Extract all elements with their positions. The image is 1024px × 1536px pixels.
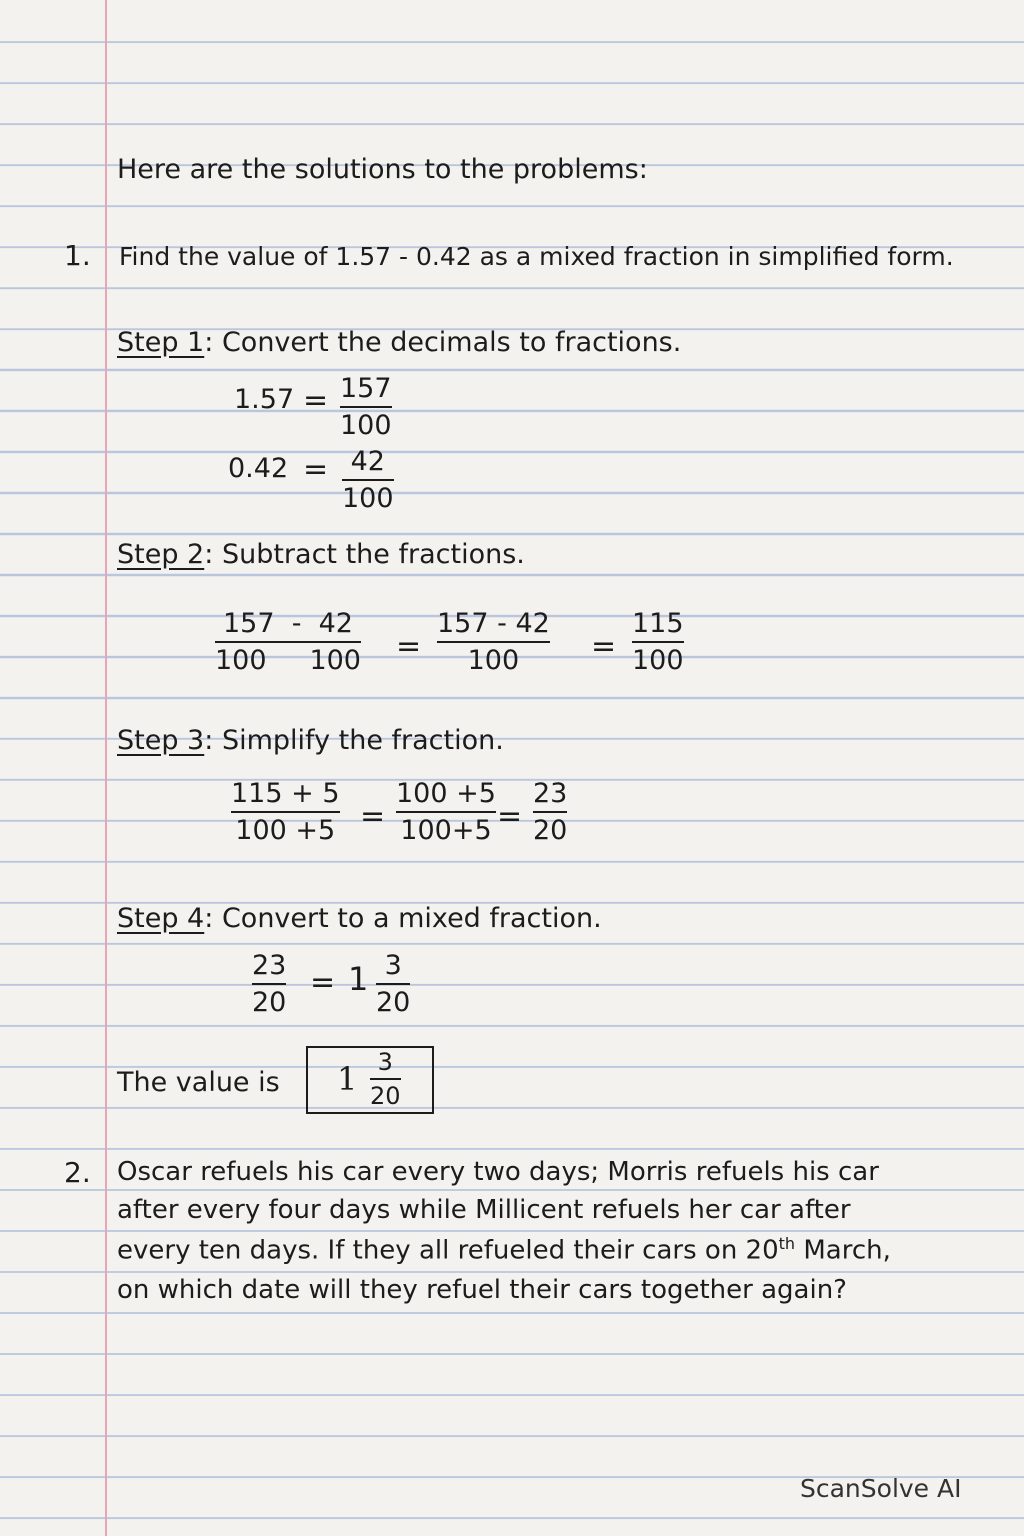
step-3-label: Step 3 (117, 725, 205, 756)
fraction-numerator: 100 +5 (396, 778, 496, 809)
step-2-fraction-2 (437, 610, 550, 674)
step-2-fraction-3 (632, 610, 684, 674)
question-2-line-3 (117, 1235, 891, 1265)
step-4-mixed-fraction (376, 952, 410, 1016)
step-2-label: Step 2 (117, 539, 205, 570)
step-1-text: Convert the decimals to fractions. (221, 327, 682, 358)
fraction-bar (632, 641, 684, 643)
superscript-th: th (778, 1234, 796, 1253)
step-2-equals-2: = (591, 629, 617, 664)
step-3-heading (117, 726, 504, 756)
brand-watermark: ScanSolve AI (800, 1474, 962, 1503)
step-4-equals: = (310, 965, 336, 1000)
question-1-number: 1. (64, 239, 91, 272)
step-4-heading (117, 904, 602, 934)
step-4-fraction (252, 952, 286, 1016)
step-1-fraction-2 (342, 448, 394, 512)
question-2-line-3-text: every ten days. If they all refueled their cars on 20 (117, 1235, 779, 1266)
step-1-heading (117, 328, 681, 358)
fraction-bar (215, 641, 361, 643)
fraction-numerator: 157 (340, 373, 392, 404)
step-3-fraction-2 (396, 780, 496, 844)
fraction-denominator: 20 (252, 987, 287, 1018)
step-1-label: Step 1 (117, 327, 205, 358)
step-3-colon: : (204, 725, 214, 756)
step-3-equals-1: = (360, 799, 386, 834)
fraction-bar (533, 811, 567, 813)
fraction-bar (252, 983, 286, 985)
step-1-lhs-1: 1.57 (234, 384, 295, 415)
question-2-line-4: on which date will they refuel their cars together again? (117, 1275, 847, 1305)
fraction-denominator: 100 (340, 410, 392, 441)
answer-whole: 1 (337, 1060, 358, 1098)
fraction-bar (437, 641, 550, 643)
question-2-line-2: after every four days while Millicent refuels her car after (117, 1195, 851, 1225)
fraction-bar (376, 983, 410, 985)
margin-line (105, 0, 107, 1536)
step-3-equals-2: = (497, 799, 523, 834)
fraction-numerator: 157 - 42 (437, 608, 550, 639)
fraction-denominator: 100 100 (215, 645, 361, 676)
step-2-heading (117, 540, 525, 570)
answer-fraction (370, 1050, 401, 1108)
step-3-text: Simplify the fraction. (221, 725, 504, 756)
fraction-numerator: 115 + 5 (231, 778, 340, 809)
step-3-fraction-1 (231, 780, 340, 844)
step-2-text: Subtract the fractions. (221, 539, 525, 570)
fraction-numerator: 3 (377, 1048, 393, 1076)
fraction-denominator: 20 (533, 815, 568, 846)
fraction-denominator: 100 (467, 645, 520, 676)
fraction-denominator: 100+5 (400, 815, 492, 846)
step-1-colon: : (204, 327, 214, 358)
fraction-denominator: 100 (632, 645, 684, 676)
intro-text: Here are the solutions to the problems: (117, 154, 648, 185)
step-1-lhs-2: 0.42 (228, 453, 289, 484)
step-4-label: Step 4 (117, 903, 205, 934)
fraction-numerator: 23 (252, 950, 287, 981)
fraction-bar (342, 479, 394, 481)
step-2-equals-1: = (396, 629, 422, 664)
fraction-denominator: 100 (342, 483, 394, 514)
question-2-line-3-end: March, (795, 1235, 891, 1266)
fraction-numerator: 115 (632, 608, 684, 639)
answer-prefix: The value is (117, 1067, 280, 1098)
fraction-denominator: 20 (370, 1082, 401, 1110)
step-4-text: Convert to a mixed fraction. (221, 903, 602, 934)
question-1-text: Find the value of 1.57 - 0.42 as a mixed fraction in simplified form. (119, 242, 954, 271)
fraction-numerator: 3 (384, 950, 402, 981)
fraction-numerator: 157 - 42 (223, 608, 353, 639)
step-2-colon: : (204, 539, 214, 570)
step-1-equals-1: = (303, 383, 329, 418)
step-1-fraction-1 (340, 375, 392, 439)
question-2-number: 2. (64, 1156, 91, 1189)
step-4-colon: : (204, 903, 214, 934)
step-4-whole: 1 (348, 960, 369, 998)
fraction-bar (340, 406, 392, 408)
question-2-line-1: Oscar refuels his car every two days; Morris refuels his car (117, 1157, 879, 1187)
fraction-denominator: 20 (376, 987, 411, 1018)
fraction-bar (231, 811, 340, 813)
step-3-fraction-3 (533, 780, 567, 844)
fraction-numerator: 42 (350, 446, 385, 477)
fraction-denominator: 100 +5 (235, 815, 336, 846)
step-1-equals-2: = (303, 452, 329, 487)
fraction-bar (396, 811, 496, 813)
fraction-numerator: 23 (533, 778, 568, 809)
step-2-fraction-1 (215, 610, 361, 674)
fraction-bar (370, 1078, 401, 1080)
